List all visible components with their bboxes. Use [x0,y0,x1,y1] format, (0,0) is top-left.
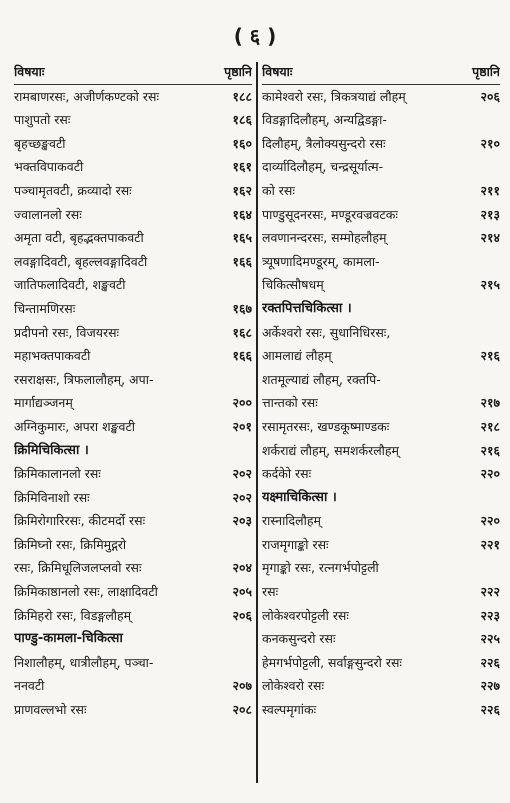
entry-page-number: २२० [480,466,500,482]
section-heading [14,627,252,651]
index-entry [14,203,252,227]
entry-text: दिलौहम्, त्रैलोक्यसुन्दरो रसः [262,135,386,151]
index-entry [14,509,252,533]
index-entry [14,556,252,580]
entry-page-number: २१६ [480,348,500,364]
entry-text: मार्गाद्यञ्जनम् [14,395,73,411]
entry-page-number: १६८ [232,324,252,340]
entry-text: भक्तविपाकवटी [14,159,84,175]
section-heading [14,439,252,463]
index-entry [14,462,252,486]
index-entry [262,698,500,722]
entry-text: अर्केश्वरो रसः, सुधानिधिरसः, [262,324,391,340]
section-title: यक्ष्माचिकित्सा । [262,489,337,505]
index-entry [14,250,252,274]
entry-page-number: १८८ [232,88,252,104]
entry-text: क्रिमिकालानलो रसः [14,466,101,482]
entry-page-number: २०५ [232,584,252,600]
index-entry [262,533,500,557]
entry-text: कर्दकेो रसः [262,466,312,482]
index-entry [262,580,500,604]
right-column-header [262,60,500,85]
left-header-title: विषयाः [14,64,45,79]
section-title: रक्तपित्तचिकित्सा । [262,300,352,316]
index-entry [262,651,500,675]
index-entry [262,108,500,132]
entry-text: ज्वालानलो रसः [14,206,82,222]
entry-page-number: १६६ [232,253,252,269]
section-heading [262,297,500,321]
entry-text: शतमूल्याद्यं लौहम्, रक्तपि- [262,371,381,387]
entry-text: कामेश्वरो रसः, त्रिकत्रयाद्यं लौहम् [262,88,406,104]
column-divider [256,62,258,783]
index-entry [14,674,252,698]
index-entry [14,580,252,604]
left-index-column [14,60,252,789]
entry-page-number: १६० [232,135,252,151]
entry-page-number: १६६ [232,348,252,364]
entry-page-number: २०२ [232,466,252,482]
entry-text: पाशुपतो रसः [14,112,71,128]
right-header-title: विषयाः [262,64,293,79]
entry-page-number: २२७ [480,678,500,694]
entry-text: कनकसुन्दरो रसः [262,631,336,647]
entry-text: लोकेश्वरपोट्टली रसः [262,607,349,623]
index-entry [262,273,500,297]
entry-page-number: २०१ [232,418,252,434]
entry-page-number: १८६ [232,112,252,128]
index-entry [14,85,252,109]
index-entry [14,415,252,439]
entry-text: प्राणवल्लभो रसः [14,702,87,718]
entry-text: प्रदीपनो रसः, विजयरसः [14,324,120,340]
entry-text: शर्कराद्यं लौहम्, समशर्करलौहम् [262,442,400,458]
index-entry [262,250,500,274]
entry-text: रसराक्षसः, त्रिफलालौहम्, अपा- [14,371,154,387]
index-entry [14,533,252,557]
index-entry [14,604,252,628]
index-entry [14,179,252,203]
index-entry [262,462,500,486]
right-index-rows [262,85,500,722]
entry-text: पाण्डुसूदनरसः, मण्डूरवज्रवटकः [262,206,398,222]
index-entry [262,344,500,368]
entry-page-number: २०८ [232,702,252,718]
entry-text: राजमृगाङ्को रसः [262,536,329,552]
entry-page-number: १६४ [232,206,252,222]
index-entry [262,556,500,580]
entry-text: अमृता वटी, बृहद्भक्तपाकवटी [14,230,144,246]
entry-page-number: २०० [232,395,252,411]
entry-page-number: २१३ [480,206,500,222]
index-entry [14,297,252,321]
right-index-column [262,60,500,789]
entry-page-number: २१० [480,135,500,151]
entry-page-number: १६७ [232,300,252,316]
entry-page-number: १६२ [232,182,252,198]
entry-page-number: २०२ [232,489,252,505]
entry-text: लवणानन्दरसः, सम्मोहलौहम् [262,230,387,246]
index-entry [14,321,252,345]
entry-text: क्रिमिघ्नो रसः, क्रिमिमुद्गरो [14,536,127,552]
entry-text: क्रिमिकाष्ठानलो रसः, लाक्षादिवटी [14,584,158,600]
section-title: क्रिमिचिकित्सा । [14,442,89,458]
entry-text: हेमगर्भपोट्टली, सर्वाङ्गसुन्दरो रसः [262,654,402,670]
entry-text: रसः [262,584,279,600]
entry-text: क्रिमिरोगारिरसः, कीटमर्दो रसः [14,513,146,529]
index-entry [14,651,252,675]
index-entry [14,344,252,368]
index-entry [262,132,500,156]
index-entry [262,179,500,203]
index-entry [14,108,252,132]
entry-text: मृगाङ्को रसः, रत्नगर्भपोट्टली [262,560,379,576]
entry-page-number: २१५ [480,277,500,293]
entry-text: आमलाद्यं लौहम् [262,348,332,364]
entry-page-number: २१७ [480,395,500,411]
index-entry [14,155,252,179]
index-entry [14,391,252,415]
entry-page-number: १६५ [232,230,252,246]
entry-text: पञ्चामृतवटी, क्रव्यादो रसः [14,182,132,198]
index-entry [14,486,252,510]
entry-page-number: २०४ [232,560,252,576]
entry-page-number: २०३ [232,513,252,529]
index-entry [262,415,500,439]
entry-text: लोकेश्वरो रसः [262,678,324,694]
entry-page-number: २०७ [232,678,252,694]
entry-text: त्र्यूषणादिमण्डूरम्, कामला- [262,253,380,269]
entry-text: स्वल्पमृगांकः [262,702,317,718]
index-entry [262,439,500,463]
index-entry [14,368,252,392]
index-entry [262,226,500,250]
entry-text: रास्नादिलौहम् [262,513,322,529]
index-entry [14,132,252,156]
entry-text: क्रिमिहरो रसः, विडङ्गलौहम् [14,607,132,623]
entry-page-number: १६१ [232,159,252,175]
entry-text: चिन्तामणिरसः [14,300,76,316]
index-entry [262,85,500,109]
index-entry [262,509,500,533]
entry-page-number: २०६ [480,88,500,104]
entry-text: दार्व्यादिलौहम्, चन्द्रसूर्यात्म- [262,159,384,175]
entry-text: विडङ्गादिलौहम्, अन्यद्विडङ्गा- [262,112,387,128]
left-index-rows [14,85,252,722]
section-heading [262,486,500,510]
index-entry [14,698,252,722]
entry-text: अग्निकुमारः, अपरा शङ्खवटी [14,418,136,434]
entry-text: रसः, क्रिमिधूलिजलप्लवो रसः [14,560,142,576]
left-header-page: पृष्ठानि [224,64,252,79]
entry-text: रसामृतरसः, खण्डकूष्माण्डकः [262,418,390,434]
entry-page-number: २१४ [480,230,500,246]
entry-text: त्तान्तको रसः [262,395,318,411]
entry-page-number: २१६ [480,442,500,458]
entry-page-number: २११ [480,182,500,198]
index-entry [14,226,252,250]
index-entry [262,627,500,651]
entry-page-number: २२२ [480,584,500,600]
entry-page-number: २२१ [480,536,500,552]
index-entry [262,604,500,628]
index-entry [262,321,500,345]
entry-text: महाभक्तपाकवटी [14,348,91,364]
entry-text: ननवटी [14,678,45,694]
page-number: ( ६ ) [233,24,277,48]
left-column-header [14,60,252,85]
entry-page-number: २१८ [480,418,500,434]
entry-page-number: २२० [480,513,500,529]
entry-text: चिकित्सौषधम् [262,277,324,293]
entry-text: निशालौहम्, धात्रीलौहम्, पञ्चा- [14,654,154,670]
entry-page-number: २२३ [480,607,500,623]
index-entry [262,203,500,227]
entry-text: रामबाणरसः, अजीर्णकण्टको रसः [14,88,159,104]
index-entry [262,391,500,415]
entry-page-number: २२६ [480,654,500,670]
entry-page-number: २२६ [480,702,500,718]
index-entry [14,273,252,297]
section-title: पाण्डु-कामला-चिकित्सा [14,631,123,647]
right-header-page: पृष्ठानि [472,64,500,79]
index-entry [262,368,500,392]
entry-text: जातिफलादिवटी, शङ्खवटी [14,277,126,293]
entry-text: को रसः [262,182,295,198]
index-entry [262,155,500,179]
entry-text: क्रिमिविनाशो रसः [14,489,90,505]
entry-text: लवङ्गादिवटी, बृहल्लवङ्गादिवटी [14,253,148,269]
entry-page-number: २२५ [480,631,500,647]
index-entry [262,674,500,698]
entry-text: बृहच्छङ्खवटी [14,135,66,151]
entry-page-number: २०६ [232,607,252,623]
